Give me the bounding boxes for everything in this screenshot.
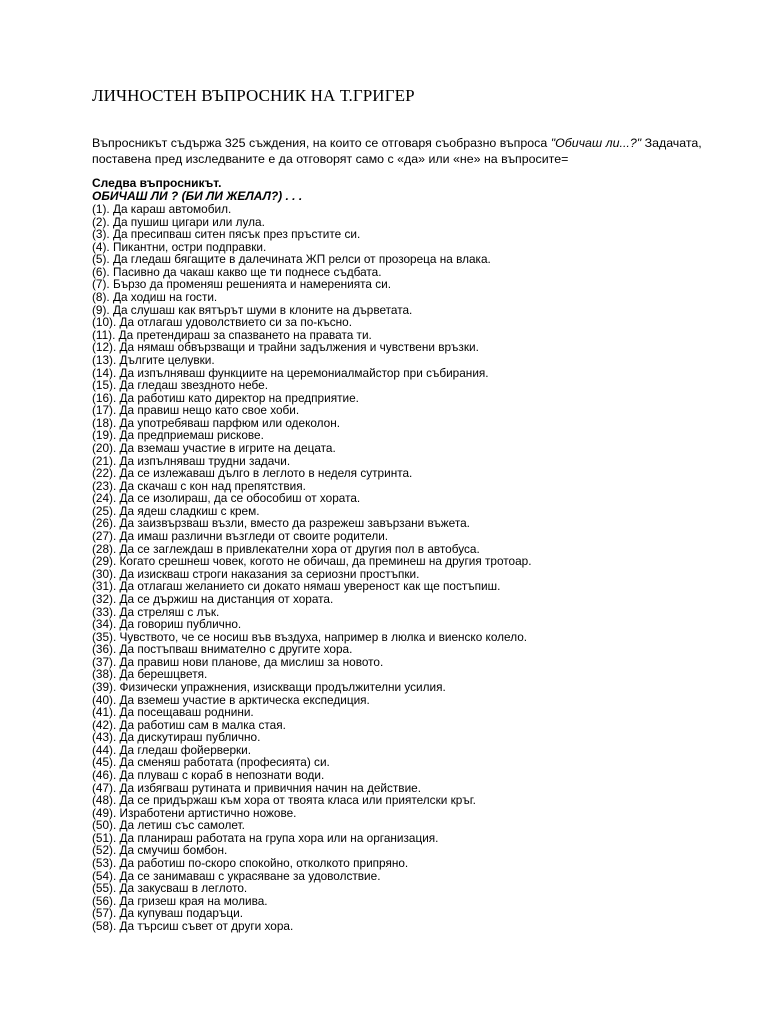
question-item: (37). Да правиш нови планове, да мислиш за новото.: [92, 654, 384, 669]
question-item: (4). Пикантни, остри подправки.: [92, 239, 267, 254]
question-item: (19). Да предприемаш рискове.: [92, 428, 264, 443]
question-item: (51). Да планираш работата на група хора или на организация.: [92, 830, 439, 845]
document-title: ЛИЧНОСТЕН ВЪПРОСНИК НА Т.ГРИГЕР: [92, 86, 415, 105]
question-item: (56). Да гризеш края на молива.: [92, 893, 268, 908]
question-item: (27). Да имаш различни възгледи от своите родители.: [92, 529, 389, 544]
question-item: (14). Да изпълняваш функциите на церемониалмайстор при събирания.: [92, 365, 489, 380]
question-list: [92, 203, 532, 933]
intro-text-after: Задачата, поставена пред изследваните е да отговорят само с «да» или «не» на въпросите=: [92, 136, 702, 166]
question-item: (29). Когато срешнеш човек, когото не обичаш, да преминеш на другия тротоар.: [92, 554, 532, 569]
question-item: (21). Да изпълняваш трудни задачи.: [92, 453, 291, 468]
question-item: (3). Да пресипваш ситен пясък през пръстите си.: [92, 227, 361, 242]
question-item: (18). Да употребяваш парфюм или одеколон.: [92, 415, 341, 430]
question-item: (16). Да работиш като директор на предприятие.: [92, 390, 359, 405]
question-item: (13). Дългите целувки.: [92, 352, 215, 367]
question-item: (43). Да дискутираш публично.: [92, 730, 261, 745]
intro-text-before: Въпросникът съдържа 325 съждения, на които се отговаря съобразно въпроса: [92, 136, 551, 150]
question-item: (41). Да посещаваш роднини.: [92, 705, 254, 720]
question-item: (23). Да скачаш с кон над препятствия.: [92, 478, 306, 493]
question-item: (28). Да се заглеждаш в привлекателни хора от другия пол в автобуса.: [92, 541, 480, 556]
question-item: (7). Бързо да променяш решенията и намеренията си.: [92, 277, 392, 292]
intro-paragraph: [92, 135, 702, 167]
question-item: (49). Изработени артистично ножове.: [92, 805, 297, 820]
question-item: (8). Да ходиш на гости.: [92, 290, 218, 305]
question-item: (44). Да гледаш фойерверки.: [92, 742, 252, 757]
question-item: (10). Да отлагаш удоволствието си за по-късно.: [92, 315, 352, 330]
question-item: (50). Да летиш със самолет.: [92, 818, 245, 833]
question-item: (54). Да се занимаваш с украсяване за удоволствие.: [92, 868, 381, 883]
question-item: (24). Да се изолираш, да се обособиш от хората.: [92, 491, 361, 506]
question-item: (17). Да правиш нещо като свое хоби.: [92, 403, 300, 418]
question-item: (48). Да се придържаш към хора от твоята класа или приятелски кръг.: [92, 793, 476, 808]
question-item: (53). Да работиш по-скоро спокойно, отколкото припряно.: [92, 856, 409, 871]
question-heading: ОБИЧАШ ЛИ ? (БИ ЛИ ЖЕЛАЛ?) . . .: [92, 189, 303, 203]
question-item: (5). Да гледаш бягащите в далечината ЖП релси от прозореца на влака.: [92, 252, 491, 267]
question-item: (35). Чувството, че се носиш във въздуха, например в люлка и виенско колело.: [92, 629, 528, 644]
question-item: (22). Да се излежаваш дълго в леглото в неделя сутринта.: [92, 466, 413, 481]
question-item: (30). Да изискваш строги наказания за сериозни простъпки.: [92, 566, 420, 581]
question-item: (47). Да избягваш рутината и привичния начин на действие.: [92, 780, 422, 795]
question-item: (12). Да нямаш обвързващи и трайни задължения и чувствени връзки.: [92, 340, 479, 355]
question-item: (38). Да берешцветя.: [92, 667, 208, 682]
question-item: (45). Да сменяш работата (професията) си.: [92, 755, 330, 770]
intro-emphasis: "Обичаш ли...?": [550, 136, 642, 150]
question-item: (11). Да претендираш за спазването на правата ти.: [92, 327, 372, 342]
question-item: (25). Да ядеш сладкиш с крем.: [92, 503, 260, 518]
question-item: (9). Да слушаш как вятърът шуми в клоните на дърветата.: [92, 302, 413, 317]
question-item: (6). Пасивно да чакаш какво ще ти поднесе съдбата.: [92, 264, 382, 279]
question-item: (20). Да вземаш участие в игрите на децата.: [92, 440, 336, 455]
question-item: (31). Да отлагаш желанието си докато нямаш увереност как ще постъпиш.: [92, 579, 501, 594]
question-item: (40). Да вземеш участие в арктическа експедиция.: [92, 692, 370, 707]
question-item: (1). Да караш автомобил.: [92, 202, 232, 216]
question-item: (42). Да работиш сам в малка стая.: [92, 717, 286, 732]
question-item: (57). Да купуваш подаръци.: [92, 906, 243, 921]
question-item: (46). Да плуваш с кораб в непознати води.: [92, 768, 325, 783]
question-item: (26). Да заизвързваш възли, вместо да разрежеш завързани въжета.: [92, 516, 470, 531]
question-item: (36). Да постъпваш внимателно с другите хора.: [92, 642, 353, 657]
question-item: (58). Да търсиш съвет от други хора.: [92, 918, 294, 933]
question-item: (33). Да стреляш с лък.: [92, 604, 220, 619]
question-item: (55). Да закусваш в леглото.: [92, 881, 248, 896]
follows-label: Следва въпросникът.: [92, 176, 222, 190]
question-item: (2). Да пушиш цигари или лула.: [92, 214, 265, 229]
question-item: (34). Да говориш публично.: [92, 617, 242, 632]
question-item: (39). Физически упражнения, изискващи продължителни усилия.: [92, 679, 446, 694]
question-item: (52). Да смучиш бомбон.: [92, 843, 228, 858]
question-item: (15). Да гледаш звездното небе.: [92, 378, 268, 393]
question-item: (32). Да се държиш на дистанция от хората.: [92, 591, 334, 606]
